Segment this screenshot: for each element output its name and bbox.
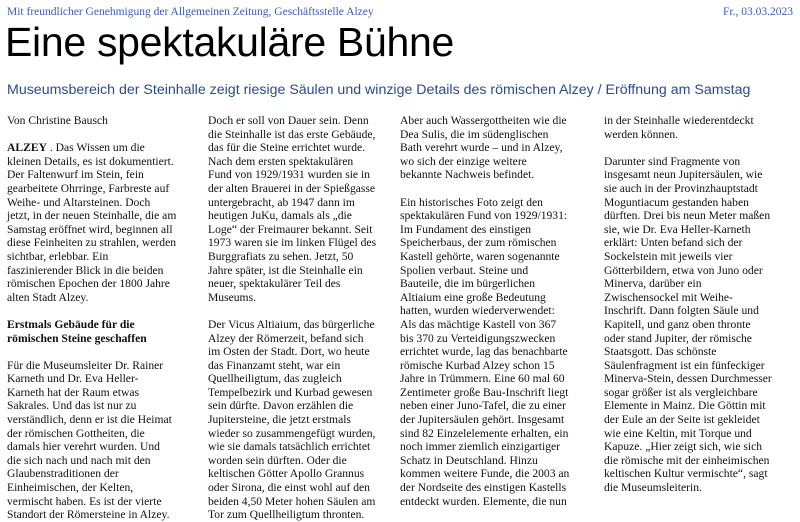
text-line: noch immer ziemlich einzigartiger [400, 440, 560, 454]
text-line: in der Steinhalle wiederentdeckt [604, 114, 754, 127]
text-line: werden können. [604, 127, 679, 141]
text-line: neuer, spektakulärer Teil des [208, 277, 341, 291]
source-credit: Mit freundlicher Genehmigung der Allgemeinen Zeitung, Geschäftsstelle Alzey [7, 6, 374, 18]
article-column-3 [400, 114, 590, 508]
text-line: keltischen Kultur vermischte“, sagt [604, 467, 768, 481]
text-line: sogar größer ist als vergleichbare [604, 385, 758, 399]
text-line: Bauteile, die im bürgerlichen [400, 277, 536, 291]
text-line: dürften. Drei bis neun Meter maßen [604, 209, 771, 223]
text-line: Sakrales. Und das ist nur zu [7, 399, 137, 413]
text-line: das für die Steine errichtet wurde. [208, 141, 366, 155]
text-line: Als das mächtige Kastell von 367 [400, 317, 557, 331]
text-line: untergebracht, ab 1947 dann im [208, 195, 355, 209]
text-line: diese Feinheiten zu strahlen, werden [7, 236, 177, 250]
text-line: Nach dem ersten spektakulären [208, 154, 354, 168]
text-line: im Osten der Stadt. Dort, wo heute [208, 345, 370, 359]
text-line: Quellheiligtum, das zugleich [208, 372, 342, 386]
text-line: Bath verehrt wurde – und in Alzey, [400, 141, 563, 155]
text-line: Altiaium eine große Bedeutung [400, 290, 546, 304]
subhead-line: römischen Steine geschaffen [7, 331, 147, 345]
text-line: wie sie damals tatsächlich errichtet [208, 440, 371, 454]
text-line: Fund von 1929/1931 wurden sie in [208, 168, 370, 182]
text-line: Speicherbaus, der zum römischen [400, 236, 557, 250]
text-line: die römische mit der einheimischen [604, 453, 770, 467]
text-line: Inschrift. Dann folgten Säule und [604, 304, 759, 318]
text-line: Tempelbezirk und Kurbad gewesen [208, 385, 373, 399]
text-line: Kapuze. „Hier zeigt sich, wie sich [604, 440, 763, 454]
text-line: keltischen Götter Apollo Grannus [208, 467, 365, 481]
text-line: Sockelstein mit jeweils vier [604, 249, 733, 263]
text-line: beiden 4,50 Meter hohen Säulen am [208, 494, 376, 508]
text-line: oder Sirona, die einst wohl auf den [208, 481, 370, 495]
text-line: der Eule an der Seite ist gekleidet [604, 413, 760, 427]
text-line: hatten, wurden wiederverwendet: [400, 304, 555, 318]
text-line: Spolien verbaut. Steine und [400, 263, 529, 277]
text-line: Aber auch Wassergottheiten wie die [400, 114, 567, 127]
text-line: der alten Brauerei in der Spießgasse [208, 181, 376, 195]
text-line: Elemente in Mainz. Die Göttin mit [604, 399, 766, 413]
text-line: Jupitersteine, die jetzt erstmals [208, 413, 351, 427]
publication-date: Fr., 03.03.2023 [723, 6, 793, 18]
article-subheadline: Museumsbereich der Steinhalle zeigt riesige Säulen und winzige Details des römischen Alzey / Eröffnung am Samstag [7, 82, 751, 98]
text-line: der römischen Gottheiten, die [7, 426, 145, 440]
text-line: kommen weitere Funde, die 2003 an [400, 467, 570, 481]
article-column-2 [208, 114, 388, 522]
dateline: ALZEY [7, 141, 47, 155]
text-line: Der Vicus Altiaium, das bürgerliche [208, 317, 375, 331]
text-line: gearbeitete Ohrringe, Farbreste auf [7, 181, 170, 195]
text-line: Standort der Römersteine in Alzey. [7, 508, 170, 522]
text-line: bekannte Nachweis befindet. [400, 168, 535, 182]
text-line: Zentimeter große Bau-Inschrift liegt [400, 385, 569, 399]
text-line: sind 82 Einzelelemente erhalten, ein [400, 426, 569, 440]
text-line: Ein historisches Foto zeigt den [400, 195, 543, 209]
text-line: Burggrafiats zu sehen. Jetzt, 50 [208, 249, 354, 263]
text-line: sichtbar, erlebbar. Ein [7, 249, 109, 263]
text-line: Schatz in Deutschland. Hinzu [400, 453, 538, 467]
text-line: errichtet wurde, lag das benachbarte [400, 345, 568, 359]
section-subhead [7, 318, 197, 332]
text-line: Kapitell, und ganz oben thronte [604, 317, 751, 331]
text-line: Doch er soll von Dauer sein. Denn [208, 114, 369, 127]
text-line: vermischt haben. Es ist der vierte [7, 494, 162, 508]
text-line: Tor zum Quellheiligtum thronten. [208, 508, 365, 522]
text-line: alten Stadt Alzey. [7, 290, 89, 304]
text-line: Säulenfragment ist ein fünfeckiger [604, 358, 765, 372]
text-line: Moguntiacum gestanden haben [604, 195, 749, 209]
text-line: der Jupitersäulen gehört. Insgesamt [400, 413, 565, 427]
text-line: Minerva-Stein, dessen Durchmesser [604, 372, 772, 386]
text-line: Dea Sulis, die im südenglischen [400, 127, 549, 141]
text-line: 1973 waren sie im linken Flügel des [208, 236, 377, 250]
paragraph-intro [7, 141, 197, 155]
text-line: Loge“ der Freimaurer bekannt. Seit [208, 222, 373, 236]
text-line: Jahre später, ist die Steinhalle ein [208, 263, 363, 277]
text-line: Minerva, darüber ein [604, 277, 702, 291]
text-line: wieder so zusammengefügt wurden, [208, 426, 376, 440]
text-line: die sich nach und nach mit den [7, 453, 151, 467]
text-line: jetzt, in der neuen Steinhalle, die am [7, 209, 177, 223]
text-line: Staatsgott. Das schönste [604, 345, 717, 359]
text-line: Museums. [208, 290, 256, 304]
text-line: Weihe- und Altarsteinen. Doch [7, 195, 151, 209]
text-line: Im Fundament des einstigen [400, 222, 532, 236]
text-line: damals hier verehrt wurden. Und [7, 440, 160, 454]
text-line: Samstag eröffnet wird, beginnen all [7, 222, 173, 236]
text-line: das Finanzamt steht, war ein [208, 358, 341, 372]
text-line: sie, wie Dr. Eva Heller-Karneth [604, 222, 751, 236]
text-line: neben einer Juno-Tafel, die zu einer [400, 399, 566, 413]
text-line: . Das Wissen um die [46, 141, 145, 155]
text-line: Götterbildern, etwa von Juno oder [604, 263, 763, 277]
byline: Von Christine Bausch [7, 114, 108, 127]
text-line: Kastell gehörte, waren sogenannte [400, 249, 560, 263]
text-line: erklärt: Unten befand sich der [604, 236, 743, 250]
text-line: Karneth und Dr. Eva Heller- [7, 372, 139, 386]
text-line: Zwischensockel mit Weihe- [604, 290, 733, 304]
text-line: Jahre in Trümmern. Eine 60 mal 60 [400, 372, 565, 386]
text-line: entdeckt wurden. Elemente, die nun [400, 494, 567, 508]
text-line: Einheimischen, der Kelten, [7, 481, 134, 495]
text-line: wo sich der einzige weitere [400, 154, 527, 168]
section-subhead [7, 332, 197, 346]
text-line: kleinen Details, es ist dokumentiert. [7, 154, 174, 168]
text-line: sie auch in der Provinzhauptstadt [604, 181, 758, 195]
text-line: Glaubenstraditionen der [7, 467, 119, 481]
text-line: wie eine Keltin, mit Torque und [604, 426, 752, 440]
text-line: faszinierender Blick in die beiden [7, 263, 164, 277]
article-column-1 [7, 114, 197, 522]
text-line: Karneth hat der Raum etwas [7, 385, 139, 399]
text-line: römischen Epochen der 1800 Jahre [7, 277, 170, 291]
text-line: die Steinhalle ist das erste Gebäude, [208, 127, 376, 141]
text-line: Für die Museumsleiter Dr. Rainer [7, 358, 164, 372]
text-line: insgesamt neun Jupitersäulen, wie [604, 168, 763, 182]
text-line: Darunter sind Fragmente von [604, 154, 741, 168]
text-line: römische Kurbad Alzey schon 15 [400, 358, 555, 372]
text-line: die Museumsleiterin. [604, 481, 702, 495]
text-line: Alzey der Römerzeit, befand sich [208, 331, 364, 345]
text-line: oder stand Jupiter, der römische [604, 331, 752, 345]
subhead-line: Erstmals Gebäude für die [7, 317, 135, 331]
article-column-4 [604, 114, 794, 495]
text-line: verständlich, denn er ist die Heimat [7, 413, 172, 427]
text-line: bis 370 zu Verteidigungszwecken [400, 331, 556, 345]
text-line: heutigen JuKu, damals als „die [208, 209, 352, 223]
text-line: Der Faltenwurf im Stein, fein [7, 168, 144, 182]
article-headline: Eine spektakuläre Bühne [5, 19, 454, 65]
text-line: der Nordseite des einstigen Kastells [400, 481, 567, 495]
text-line: sein dürfte. Davon erzählen die [208, 399, 354, 413]
text-line: worden sein dürften. Oder die [208, 453, 347, 467]
text-line: spektakulären Fund von 1929/1931: [400, 209, 568, 223]
